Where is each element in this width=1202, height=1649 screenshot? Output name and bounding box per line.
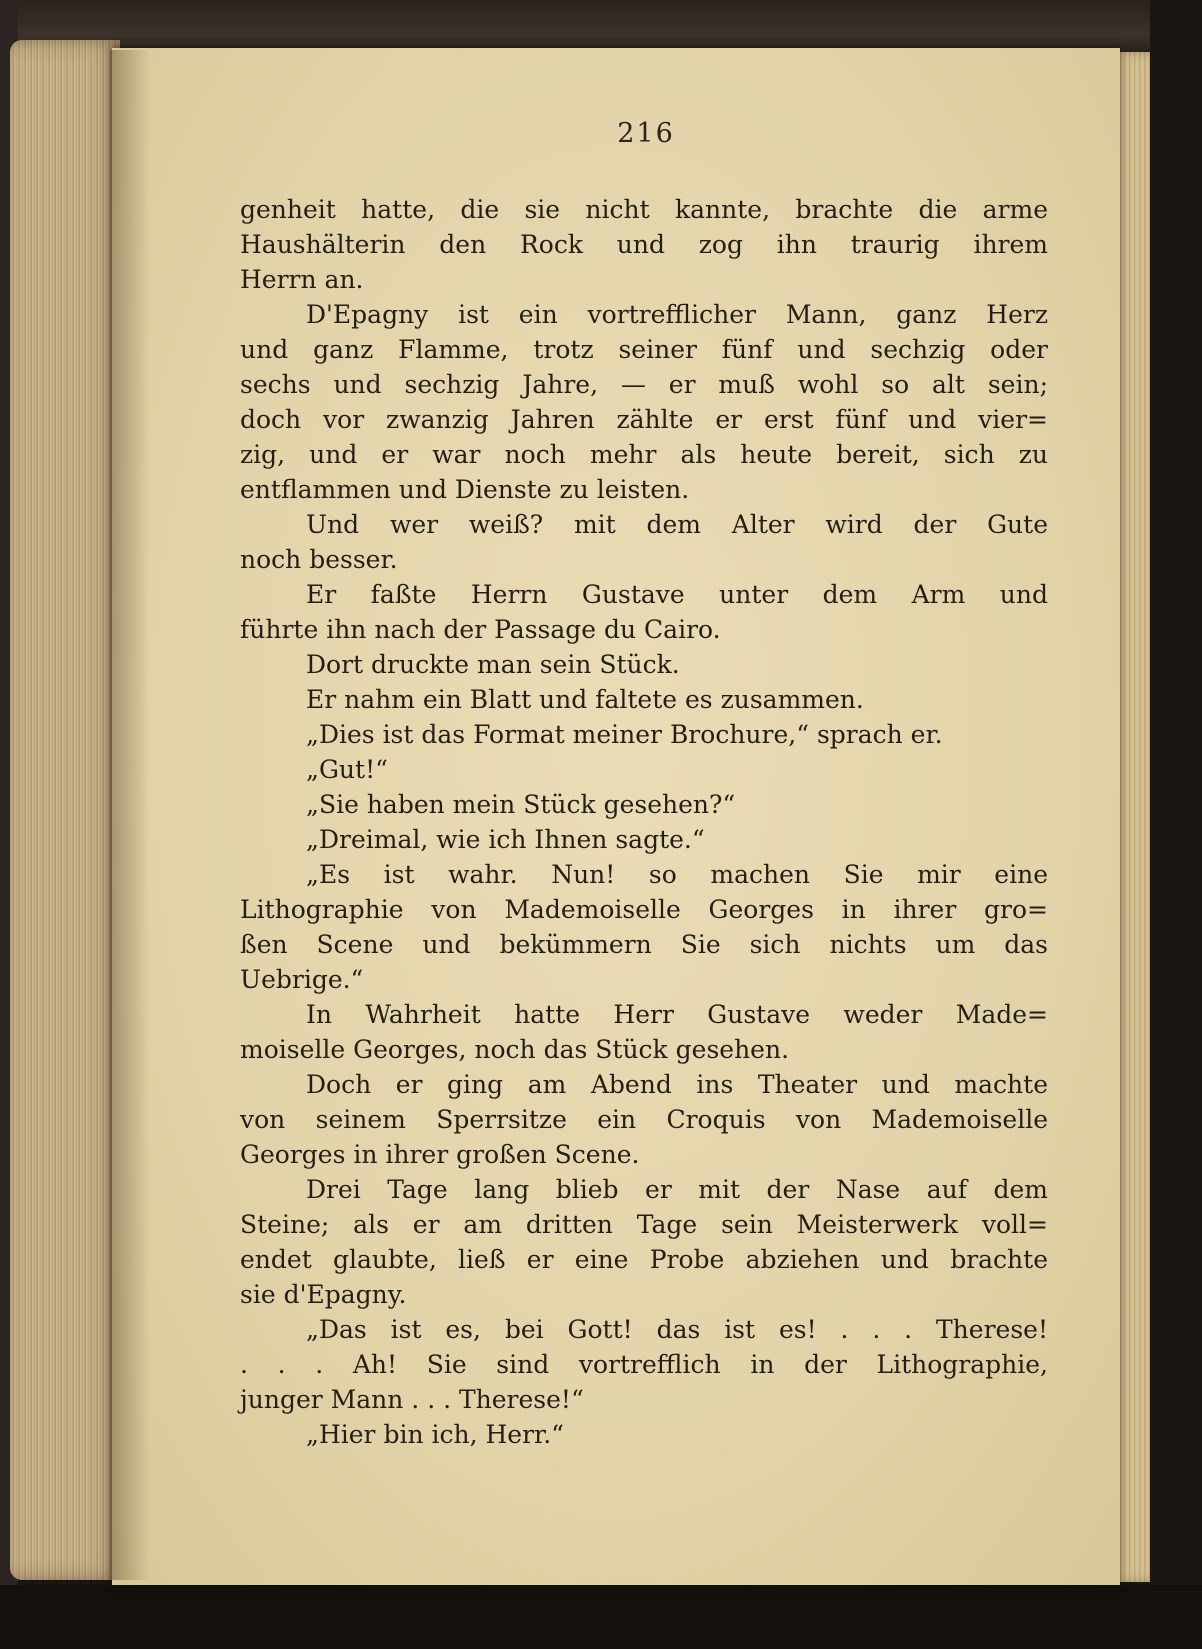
text-line: Doch er ging am Abend ins Theater und machte — [306, 1070, 1048, 1099]
text-line: endet glaubte, ließ er eine Probe abziehen und brachte — [240, 1245, 1048, 1274]
text-line: entflammen und Dienste zu leisten. — [240, 475, 690, 504]
text-line: „Dreimal, wie ich Ihnen sagte.“ — [306, 825, 705, 854]
text-line: genheit hatte, die sie nicht kannte, brachte die arme — [240, 195, 1048, 224]
text-line: „Hier bin ich, Herr.“ — [306, 1420, 564, 1449]
text-line: „Das ist es, bei Gott! das ist es! . . . Therese! — [306, 1315, 1048, 1344]
text-line: In Wahrheit hatte Herr Gustave weder Made= — [306, 1000, 1048, 1029]
text-line: Herrn an. — [240, 265, 364, 294]
text-line: und ganz Flamme, trotz seiner fünf und sechzig oder — [240, 335, 1048, 364]
text-line: Lithographie von Mademoiselle Georges in ihrer gro= — [240, 895, 1048, 924]
text-line: Georges in ihrer großen Scene. — [240, 1140, 640, 1169]
text-line: Drei Tage lang blieb er mit der Nase auf dem — [306, 1175, 1048, 1204]
text-line: „Dies ist das Format meiner Brochure,“ sprach er. — [306, 720, 943, 749]
text-line: moiselle Georges, noch das Stück gesehen. — [240, 1035, 790, 1064]
background-bottom — [0, 1585, 1202, 1649]
page-number: 216 — [617, 118, 675, 149]
text-line: Er faßte Herrn Gustave unter dem Arm und — [306, 580, 1048, 609]
text-line: sechs und sechzig Jahre, — er muß wohl so alt sein; — [240, 370, 1048, 399]
text-line: Und wer weiß? mit dem Alter wird der Gute — [306, 510, 1048, 539]
text-line: zig, und er war noch mehr als heute bereit, sich zu — [240, 440, 1048, 469]
page-text — [240, 192, 1048, 1452]
text-line: sie d'Epagny. — [240, 1280, 407, 1309]
text-line: Steine; als er am dritten Tage sein Meisterwerk voll= — [240, 1210, 1048, 1239]
text-line: noch besser. — [240, 545, 398, 574]
text-line: von seinem Sperrsitze ein Croquis von Mademoiselle — [240, 1105, 1048, 1134]
text-line: Dort druckte man sein Stück. — [306, 650, 680, 679]
text-line: doch vor zwanzig Jahren zählte er erst fünf und vier= — [240, 405, 1048, 434]
text-line: ßen Scene und bekümmern Sie sich nichts um das — [240, 930, 1048, 959]
gutter-shadow — [110, 50, 150, 1580]
text-line: Er nahm ein Blatt und faltete es zusammen. — [306, 685, 864, 714]
text-line: D'Epagny ist ein vortrefflicher Mann, ganz Herz — [306, 300, 1048, 329]
text-line: Haushälterin den Rock und zog ihn traurig ihrem — [240, 230, 1048, 259]
text-line: „Gut!“ — [306, 755, 388, 784]
page-stack-edges — [10, 40, 120, 1580]
text-line: . . . Ah! Sie sind vortrefflich in der Lithographie, — [240, 1350, 1048, 1379]
text-line: Uebrige.“ — [240, 965, 364, 994]
text-line: „Sie haben mein Stück gesehen?“ — [306, 790, 736, 819]
text-line: junger Mann . . . Therese!“ — [240, 1385, 584, 1414]
text-line: führte ihn nach der Passage du Cairo. — [240, 615, 721, 644]
book-cover-right — [1150, 0, 1202, 1649]
text-line: „Es ist wahr. Nun! so machen Sie mir eine — [306, 860, 1048, 889]
